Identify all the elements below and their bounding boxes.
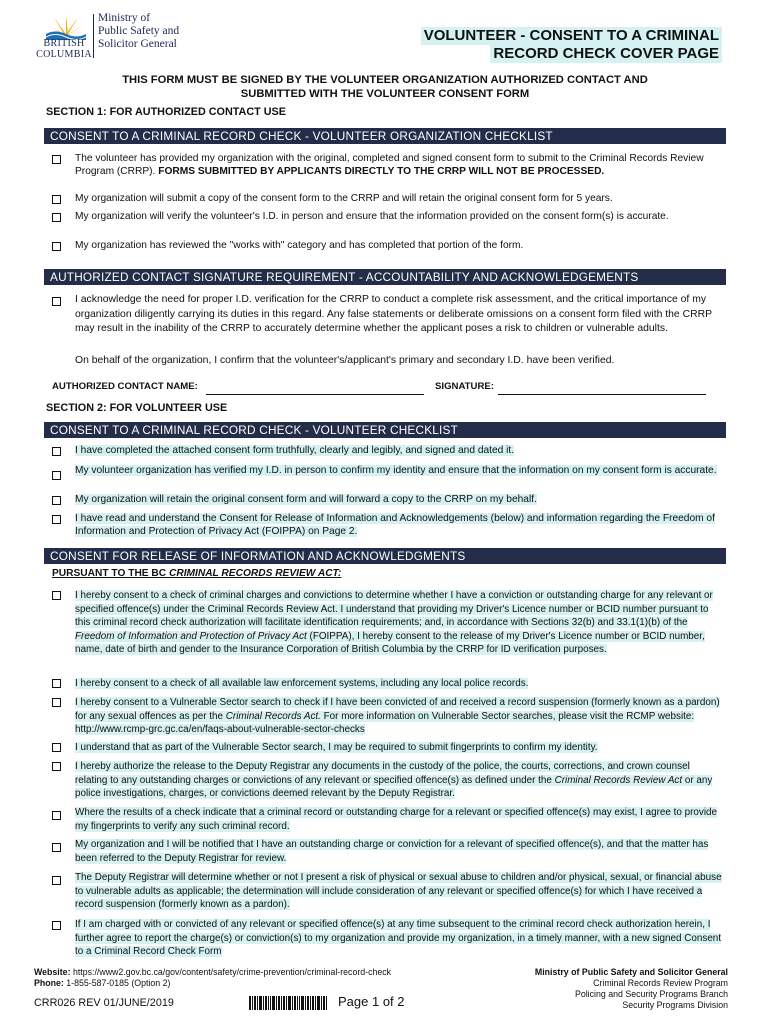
org-checklist-bar: CONSENT TO A CRIMINAL RECORD CHECK - VOLUNTEER ORGANIZATION CHECKLIST <box>44 128 726 144</box>
release-item <box>52 589 722 657</box>
org-checklist-text <box>75 153 722 178</box>
ministry-line1: Ministry of <box>98 12 151 24</box>
logo-british-columbia <box>34 38 94 60</box>
volunteer-checklist-item <box>52 465 722 480</box>
release-text-wrap <box>75 677 722 691</box>
volunteer-checklist-text-wrap <box>75 465 722 480</box>
phone-number: 1-855-587-0185 (Option 2) <box>66 978 171 988</box>
ministry-line3: Solicitor General <box>98 38 177 50</box>
pursuant-prefix: PURSUANT TO THE BC <box>52 568 169 579</box>
org-checklist-text: My organization has reviewed the "works with" category and has completed that portion of the form. <box>75 240 524 251</box>
ministry-name <box>98 12 179 51</box>
item-bold-text: FORMS SUBMITTED BY APPLICANTS DIRECTLY TO THE CRRP WILL NOT BE PROCESSED. <box>158 165 605 177</box>
release-text: If I am charged with or convicted of any relevant or specified offence(s) at any time subsequent to the criminal record check authorization herein, I further agree to report the charge(s) or conviction(s) to my organization and provide my organization, in a timely manner, with a new signed Consent to a Criminal Record Check Form <box>75 919 722 958</box>
volunteer-checklist-text: My volunteer organization has verified my I.D. in person to confirm my identity and ensure that the information on my consent form is accurate. <box>75 465 717 476</box>
org-checklist-item <box>52 240 722 253</box>
checkbox[interactable] <box>52 155 61 164</box>
volunteer-checklist-text-wrap <box>75 494 722 507</box>
website-link[interactable]: https://www2.gov.bc.ca/gov/content/safety/crime-prevention/criminal-record-check <box>72 967 392 977</box>
checkbox[interactable] <box>52 843 61 852</box>
release-text: The Deputy Registrar will determine whether or not I present a risk of physical or sexual abuse to children and/or physical, sexual, or financial abuse to vulnerable adults as applicable; the determination will include consideration of any relevant or specified offence(s) for which I have received a record suspension (formerly known as a pardon). <box>75 872 722 911</box>
signature-field[interactable] <box>498 382 706 395</box>
checkbox[interactable] <box>52 447 61 456</box>
volunteer-checklist-bar: CONSENT TO A CRIMINAL RECORD CHECK - VOLUNTEER CHECKLIST <box>44 422 726 438</box>
release-text-part: I hereby authorize the release to the Deputy Registrar any documents in the custody of the police, the courts, corrections, and crown counsel relating to any outstanding charges or convictions of any relevant or specified offence(s) as defined under the <box>75 761 690 786</box>
release-text <box>75 590 713 655</box>
volunteer-checklist-item <box>52 513 722 538</box>
footer-ministry: Ministry of Public Safety and Solicitor General <box>534 967 728 977</box>
volunteer-checklist-item <box>52 494 722 507</box>
volunteer-checklist-text: I have read and understand the Consent for Release of Information and Acknowledgements (below) and information regarding the Freedom of Information and Protection of Privacy Act (FOIPPA) on Page 2. <box>75 513 715 537</box>
org-checklist-item <box>52 193 722 206</box>
release-item <box>52 760 722 801</box>
id-confirmation-text: On behalf of the organization, I confirm that the volunteer's/applicant's primary and secondary I.D. have been verified. <box>75 355 615 366</box>
logo-bc-line1: BRITISH <box>43 38 85 49</box>
checkbox[interactable] <box>52 297 61 306</box>
checkbox[interactable] <box>52 591 61 600</box>
volunteer-checklist-text: I have completed the attached consent form truthfully, clearly and legibly, and signed and dated it. <box>75 445 515 456</box>
subtitle-line1: THIS FORM MUST BE SIGNED BY THE VOLUNTEER ORGANIZATION AUTHORIZED CONTACT AND <box>122 74 648 86</box>
bc-logo <box>44 10 88 40</box>
signature-label: SIGNATURE: <box>435 381 494 392</box>
page-subtitle <box>60 73 710 101</box>
barcode-icon <box>249 996 327 1010</box>
release-text: I understand that as part of the Vulnerable Sector search, I may be required to submit fingerprints to confirm my identity. <box>75 742 598 753</box>
checkbox[interactable] <box>52 743 61 752</box>
title-line1: VOLUNTEER - CONSENT TO A CRIMINAL <box>421 27 722 45</box>
checkbox[interactable] <box>52 515 61 524</box>
pursuant-heading <box>52 568 341 579</box>
release-act-name: Criminal Records Act. <box>225 710 321 722</box>
org-checklist-text: My organization will verify the volunteer's I.D. in person and ensure that the information provided on the consent form(s) is accurate. <box>75 211 669 222</box>
volunteer-checklist-text-wrap <box>75 513 722 538</box>
release-text <box>75 761 712 799</box>
release-text: Where the results of a check indicate that a criminal record or outstanding charge for a relevant or specified offence(s) may exist, I agree to provide my fingerprints to verify any such criminal record. <box>75 807 718 832</box>
footer-program: Criminal Records Review Program <box>593 978 728 988</box>
volunteer-checklist-item <box>52 445 722 458</box>
release-item <box>52 741 722 755</box>
org-checklist-item <box>52 211 722 224</box>
release-item <box>52 677 722 691</box>
release-item <box>52 696 722 737</box>
footer-phone <box>34 978 170 989</box>
release-text: My organization and I will be notified that I have an outstanding charge or conviction for a relevant of specified offence(s), and that the matter has been referred to the Deputy Registrar for review. <box>75 839 709 864</box>
section2-heading: SECTION 2: FOR VOLUNTEER USE <box>46 402 228 414</box>
logo-bc-line2: COLUMBIA <box>36 49 92 60</box>
acknowledgement-text: I acknowledge the need for proper I.D. verification for the CRRP to conduct a complete risk assessment, and the critical importance of my organization diligently carrying its duties in this regard. Any false statements or deliberate omissions on a consent form filed with the CRRP may result in the inability of the CRRP to accurately determine whether the applicant poses a risk to children or vulnerable adults. <box>75 294 712 334</box>
release-text-part: I hereby consent to a Vulnerable Sector search to check if I have been convicted of and received a record suspension (formerly known as a pardon) for any sexual offences as per the <box>75 697 720 722</box>
checkbox[interactable] <box>52 698 61 707</box>
release-text <box>75 697 720 735</box>
release-text-wrap <box>75 741 722 755</box>
title-line2: RECORD CHECK COVER PAGE <box>490 45 722 63</box>
release-item <box>52 806 722 833</box>
signature-requirement-bar: AUTHORIZED CONTACT SIGNATURE REQUIREMENT - ACCOUNTABILITY AND ACKNOWLEDGEMENTS <box>44 269 726 285</box>
release-act-name: Freedom of Information and Protection of Privacy Act <box>75 630 307 642</box>
checkbox[interactable] <box>52 762 61 771</box>
form-id: CRR026 REV 01/JUNE/2019 <box>34 997 174 1009</box>
checkbox[interactable] <box>52 195 61 204</box>
subtitle-line2: SUBMITTED WITH THE VOLUNTEER CONSENT FORM <box>240 88 530 100</box>
release-item <box>52 871 722 912</box>
release-text-part: or any police investigations, charges, or convictions deemed relevant by the Deputy Registrar. <box>75 774 713 800</box>
checkbox[interactable] <box>52 242 61 251</box>
page-title <box>421 27 722 63</box>
logo-divider <box>93 14 94 58</box>
release-item <box>52 918 722 959</box>
website-label: Website: <box>34 967 71 977</box>
checkbox[interactable] <box>52 496 61 505</box>
release-text-wrap <box>75 806 722 833</box>
release-text-wrap <box>75 871 722 912</box>
footer-division: Security Programs Division <box>622 1000 728 1010</box>
checkbox[interactable] <box>52 679 61 688</box>
release-text-wrap <box>75 838 722 865</box>
section1-heading: SECTION 1: FOR AUTHORIZED CONTACT USE <box>46 106 286 118</box>
org-checklist-text: My organization will submit a copy of the consent form to the CRRP and will retain the original consent form for 5 years. <box>75 193 613 204</box>
release-text-part: (FOIPPA), I hereby consent to the release of my Driver's Licence number or BCID number, name, date of birth and gender to the Insurance Corporation of British Columbia by the CRRP for ID verification purposes. <box>75 630 705 656</box>
checkbox[interactable] <box>52 811 61 820</box>
org-checklist-item <box>52 153 722 178</box>
release-text-part: I hereby consent to a check of criminal charges and convictions to determine whether I have a conviction or outstanding charge for any relevant or specified offence(s) under the Criminal Records Review Act. I understand that providing my Driver's Licence number or BCID number pursuant to this criminal record check authorization will facilitate identification requirements; and, in accordance with Sections 32(b) and 33.1(1)(b) of the <box>75 590 713 629</box>
release-text: I hereby consent to a check of all available law enforcement systems, including any local police records. <box>75 678 529 689</box>
release-act-name: Criminal Records Review Act <box>554 774 683 786</box>
contact-name-field[interactable] <box>206 382 424 395</box>
checkbox[interactable] <box>52 921 61 930</box>
footer-ministry-block <box>535 967 728 1011</box>
checkbox[interactable] <box>52 213 61 222</box>
phone-label: Phone: <box>34 978 64 988</box>
acknowledgement-item <box>52 293 722 337</box>
checkbox[interactable] <box>52 471 61 480</box>
release-item <box>52 838 722 865</box>
release-consent-bar: CONSENT FOR RELEASE OF INFORMATION AND ACKNOWLEDGMENTS <box>44 548 726 564</box>
volunteer-checklist-text-wrap <box>75 445 722 458</box>
release-text-wrap <box>75 918 722 959</box>
checkbox[interactable] <box>52 876 61 885</box>
sun-emblem-icon <box>44 10 88 40</box>
item-text: The volunteer has provided my organization with the original, completed and signed consent form to submit to the Criminal Records Review Program (CRRP). <box>75 153 704 177</box>
release-text-wrap <box>75 589 722 657</box>
release-text-part: For more information on Vulnerable Sector searches, please visit the RCMP website: http://www.rcmp-grc.gc.ca/en/faqs-about-vulnerable-sector-checks <box>75 710 695 736</box>
pursuant-act: CRIMINAL RECORDS REVIEW ACT: <box>168 568 342 579</box>
ministry-line2: Public Safety and <box>98 25 180 37</box>
volunteer-checklist-text: My organization will retain the original consent form and will forward a copy to the CRRP on my behalf. <box>75 494 537 505</box>
footer-branch: Policing and Security Programs Branch <box>574 989 728 999</box>
contact-name-label: AUTHORIZED CONTACT NAME: <box>52 381 198 392</box>
release-text-wrap <box>75 760 722 801</box>
page-number: Page 1 of 2 <box>338 994 405 1009</box>
footer-website <box>34 967 391 978</box>
release-text-wrap <box>75 696 722 737</box>
